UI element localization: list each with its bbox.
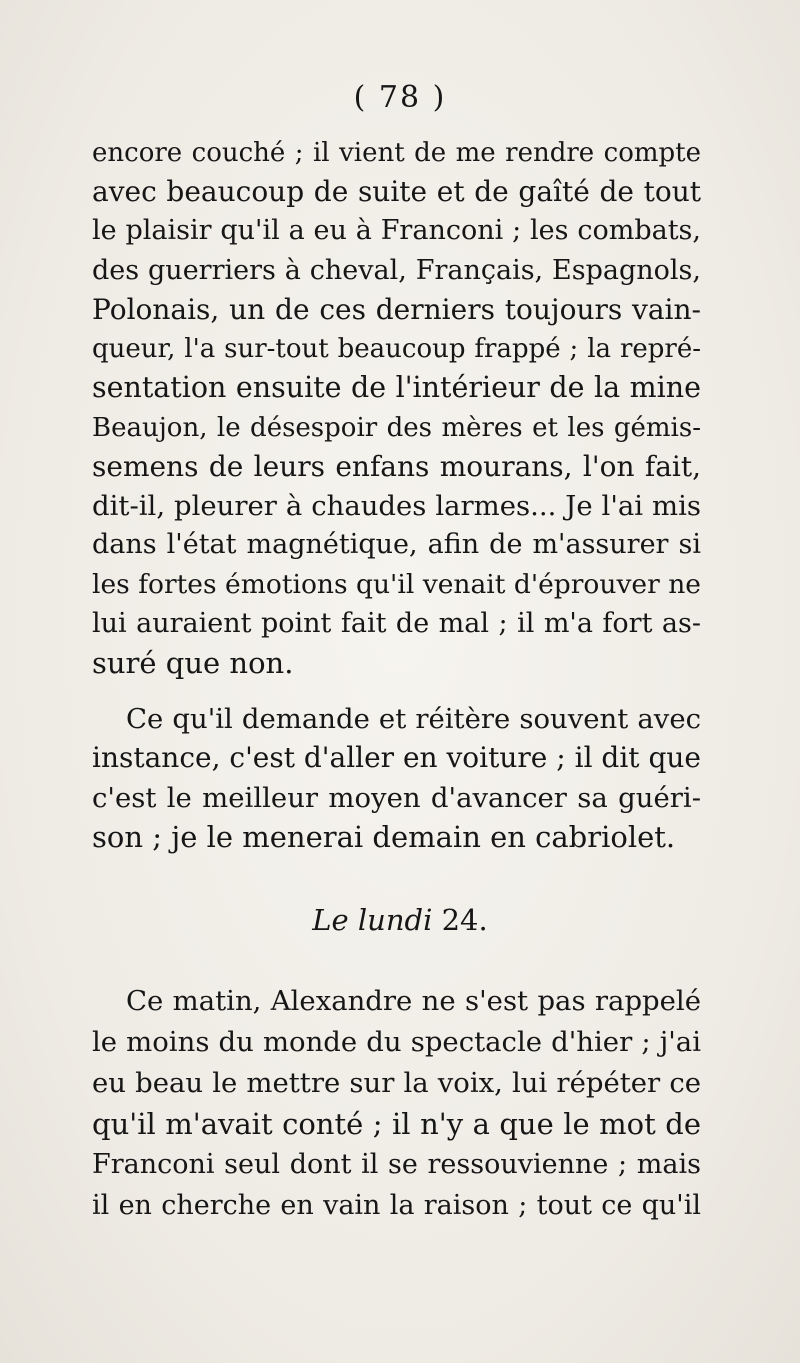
text-line: Ce matin, Alexandre ne s'est pas rappelé [126, 985, 701, 1017]
text-line: dit-il, pleurer à chaudes larmes... Je l'ai mis [92, 490, 701, 522]
text-line: c'est le meilleur moyen d'avancer sa guéri- [92, 782, 701, 814]
text-line: qu'il m'avait conté ; il n'y a que le mot de [92, 1107, 701, 1141]
text-line: il en cherche en vain la raison ; tout ce qu'il [92, 1190, 701, 1221]
text-line: le moins du monde du spectacle d'hier ; j'ai [92, 1026, 701, 1058]
text-line: encore couché ; il vient de me rendre compte [92, 138, 701, 168]
text-line: Franconi seul dont il se ressouvienne ; mais [92, 1149, 701, 1180]
text-line: suré que non. [92, 646, 294, 680]
text-line: Polonais, un de ces derniers toujours vain- [92, 293, 701, 326]
text-line: le plaisir qu'il a eu à Franconi ; les combats, [92, 215, 701, 246]
text-line: lui auraient point fait de mal ; il m'a fort as- [92, 608, 701, 639]
text-line: Ce qu'il demande et réitère souvent avec [126, 703, 701, 735]
text-line: Beaujon, le désespoir des mères et les gémis- [92, 413, 701, 443]
text-line: son ; je le menerai demain en cabriolet. [92, 820, 676, 854]
text-line: sentation ensuite de l'intérieur de la mine [92, 371, 701, 404]
text-line: eu beau le mettre sur la voix, lui répéter ce [92, 1067, 701, 1099]
text-line: semens de leurs enfans mourans, l'on fait, [92, 450, 701, 483]
text-line: instance, c'est d'aller en voiture ; il dit que [92, 741, 701, 774]
text-line: avec beaucoup de suite et de gaîté de tout [92, 175, 701, 208]
section-heading [0, 900, 800, 940]
heading-number: 24. [441, 903, 488, 937]
text-line: dans l'état magnétique, afin de m'assurer si [92, 529, 701, 560]
text-line: les fortes émotions qu'il venait d'éprouver ne [92, 569, 701, 600]
page-number: ( 78 ) [353, 80, 447, 115]
heading-text: Le lundi [312, 903, 442, 937]
text-line: queur, l'a sur-tout beaucoup frappé ; la repré- [92, 334, 701, 364]
text-line: des guerriers à cheval, Français, Espagnols, [92, 255, 701, 286]
